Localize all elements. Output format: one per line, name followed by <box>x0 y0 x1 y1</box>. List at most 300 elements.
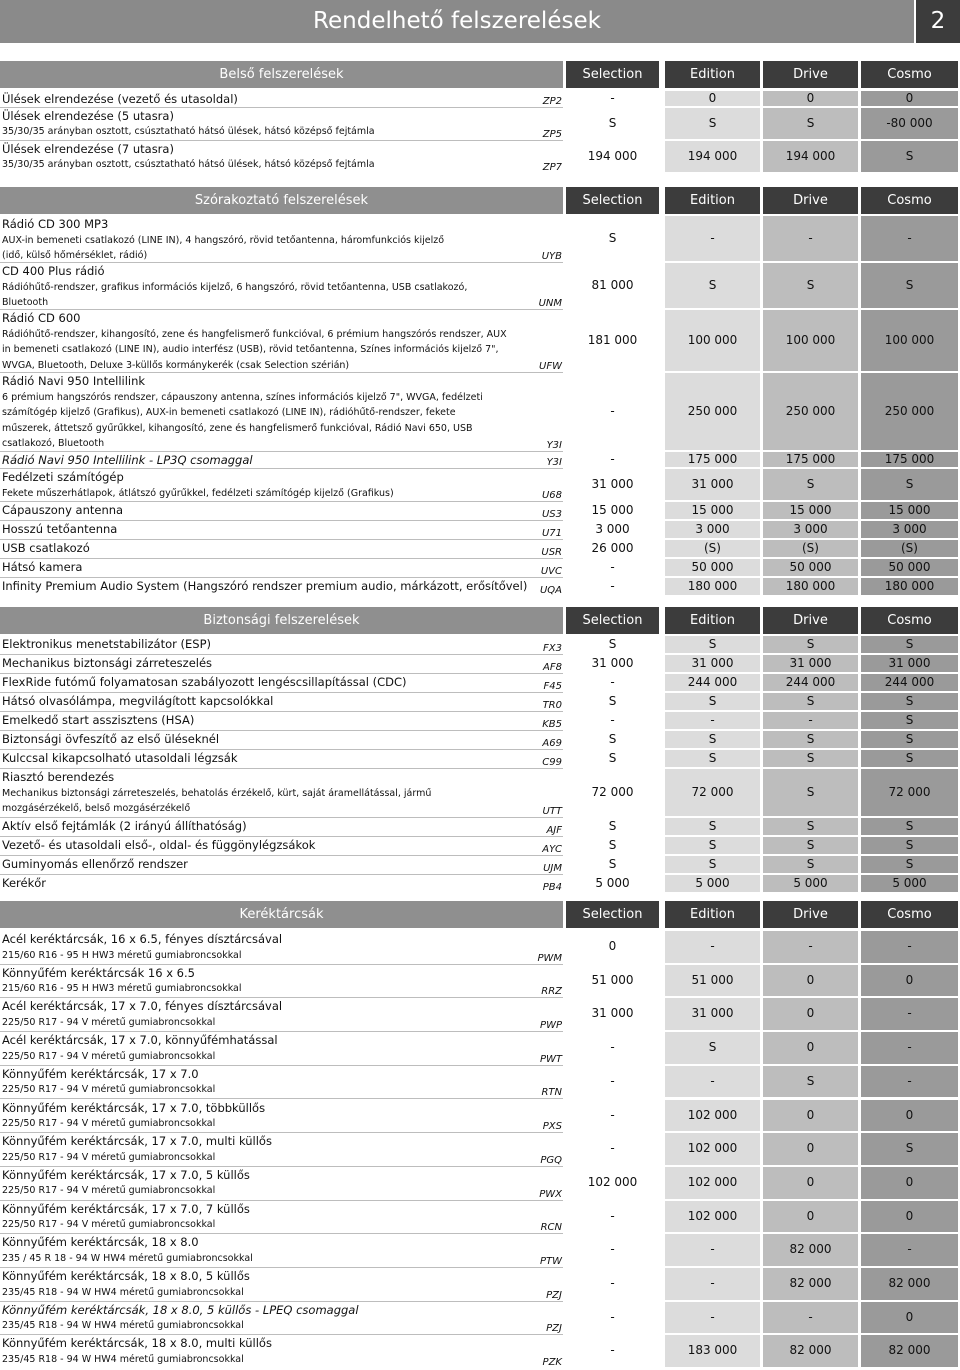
option-code: PZK <box>542 1357 562 1369</box>
price-edition: 15 000 <box>665 502 760 519</box>
price-cosmo: - <box>861 1032 958 1064</box>
option-description: Rádióhűtő-rendszer, kihangosító, zene és hangfelismerő funkcióval, 6 prémium hangszórós rendszer, AUX <box>2 328 507 340</box>
option-name: Hátsó kamera <box>2 560 83 574</box>
option-description: 235/45 R18 - 94 W HW4 méretű gumiabroncsokkal <box>2 1286 244 1298</box>
price-selection: 3 000 <box>566 521 659 538</box>
option-code: RRZ <box>541 986 562 998</box>
price-drive: 250 000 <box>763 373 858 450</box>
option-row <box>0 693 960 712</box>
option-description: 35/30/35 arányban osztott, csúsztatható hátsó ülések, hátsó középső fejtámla <box>2 159 375 170</box>
price-drive: S <box>763 693 858 710</box>
option-row <box>0 540 960 559</box>
price-selection: - <box>566 452 659 467</box>
price-selection: S <box>566 856 659 873</box>
price-cosmo: 31 000 <box>861 655 958 672</box>
option-name: Könnyűfém keréktárcsák, 18 x 8.0 <box>2 1235 199 1250</box>
option-description: 35/30/35 arányban osztott, csúsztatható hátsó ülések, hátsó középső fejtámla <box>2 126 375 137</box>
trim-header-drive: Drive <box>763 607 858 634</box>
price-drive: 3 000 <box>763 521 858 538</box>
option-description: 225/50 R17 - 94 V méretű gumiabroncsokkal <box>2 1118 216 1129</box>
price-selection: - <box>566 91 659 106</box>
price-cosmo: S <box>861 141 958 172</box>
option-label <box>2 263 530 311</box>
option-label <box>2 108 530 140</box>
option-name: Rádió Navi 950 Intellilink - LP3Q csomaggal <box>2 453 253 467</box>
trim-header-drive: Drive <box>763 61 858 88</box>
option-label <box>2 502 530 519</box>
option-label <box>2 1234 530 1266</box>
price-drive: 0 <box>763 1100 858 1132</box>
option-code: AYC <box>542 844 562 855</box>
section-header <box>0 901 960 928</box>
section-title: Szórakoztató felszerelések <box>0 187 563 214</box>
price-edition: 102 000 <box>665 1201 760 1233</box>
price-selection: 0 <box>566 931 659 963</box>
price-selection: S <box>566 750 659 767</box>
option-code: PWX <box>539 1188 562 1200</box>
title-bar <box>0 0 914 43</box>
option-name: Riasztó berendezés <box>2 770 115 784</box>
option-code: U71 <box>541 528 562 539</box>
option-code: UQA <box>539 585 562 596</box>
option-description: mozgásérzékelő, belső mozgásérzékelő <box>2 803 191 814</box>
price-edition: 194 000 <box>665 141 760 172</box>
price-selection: S <box>566 216 659 261</box>
price-selection: 5 000 <box>566 875 659 892</box>
option-label <box>2 373 530 452</box>
option-code: USR <box>541 547 562 558</box>
option-code: PWP <box>540 1020 562 1032</box>
option-code: C99 <box>542 757 562 768</box>
option-description: 215/60 R16 - 95 H HW3 méretű gumiabroncsokkal <box>2 949 242 961</box>
option-name: Ülések elrendezése (5 utasra) <box>2 108 174 123</box>
option-label <box>2 636 530 653</box>
price-edition: - <box>665 931 760 963</box>
price-selection: - <box>566 1133 659 1165</box>
price-drive: 15 000 <box>763 502 858 519</box>
option-row <box>0 1335 960 1369</box>
price-edition: 31 000 <box>665 469 760 500</box>
price-cosmo: S <box>861 469 958 500</box>
price-drive: 0 <box>763 965 858 997</box>
option-name: Könnyűfém keréktárcsák, 18 x 8.0, multi küllős <box>2 1336 272 1351</box>
section-header <box>0 61 960 88</box>
option-row <box>0 674 960 693</box>
price-selection: S <box>566 731 659 748</box>
price-drive: 0 <box>763 998 858 1030</box>
option-label <box>2 1100 530 1132</box>
option-description: Fekete műszerhátlapok, átlátszó gyűrűkkel, fedélzeti számítógép kijelző (Grafikus) <box>2 487 394 499</box>
option-code: UNM <box>538 298 562 309</box>
price-edition: S <box>665 818 760 835</box>
option-code: PZJ <box>546 1289 562 1301</box>
price-drive: - <box>763 931 858 963</box>
option-name: Acél keréktárcsák, 16 x 6.5, fényes dísztárcsával <box>2 932 283 946</box>
price-edition: S <box>665 636 760 653</box>
option-name: Biztonsági övfeszítő az első üléseknél <box>2 732 220 746</box>
price-edition: S <box>665 1032 760 1064</box>
option-row <box>0 818 960 837</box>
price-selection: 181 000 <box>566 310 659 371</box>
option-name: Aktív első fejtámlák (2 irányú állíthatóság) <box>2 819 247 833</box>
price-selection: - <box>566 712 659 729</box>
price-cosmo: 180 000 <box>861 578 958 595</box>
option-name: Cápauszony antenna <box>2 503 124 517</box>
price-selection: - <box>566 1268 659 1300</box>
option-name: Fedélzeti számítógép <box>2 470 124 484</box>
option-label <box>2 750 530 767</box>
price-selection: S <box>566 108 659 139</box>
trim-header-edition: Edition <box>665 61 760 88</box>
option-row <box>0 521 960 540</box>
option-description: 235/45 R18 - 94 W HW4 méretű gumiabroncsokkal <box>2 1320 244 1332</box>
option-description: AUX-in bemeneti csatlakozó (LINE IN), 4 hangszóró, rövid tetőantenna, háromfunkciós kijelző <box>2 234 445 246</box>
price-drive: 0 <box>763 1201 858 1233</box>
option-code: PWM <box>537 952 562 964</box>
option-row <box>0 875 960 894</box>
price-selection: - <box>566 674 659 691</box>
trim-header-selection: Selection <box>566 901 659 928</box>
trim-header-cosmo: Cosmo <box>861 61 958 88</box>
option-label <box>2 674 530 691</box>
option-description: 225/50 R17 - 94 V méretű gumiabroncsokkal <box>2 1016 216 1028</box>
option-row <box>0 1201 960 1235</box>
price-drive: 175 000 <box>763 452 858 467</box>
price-drive: - <box>763 712 858 729</box>
option-name: FlexRide futómű folyamatosan szabályozott lengéscsillapítással (CDC) <box>2 675 407 689</box>
price-selection: - <box>566 559 659 576</box>
option-name: Könnyűfém keréktárcsák, 18 x 8.0, 5 küllős <box>2 1269 250 1283</box>
option-row <box>0 1032 960 1066</box>
option-row <box>0 636 960 655</box>
option-label <box>2 769 530 817</box>
price-drive: S <box>763 731 858 748</box>
option-name: Elektronikus menetstabilizátor (ESP) <box>2 637 212 651</box>
option-code: US3 <box>541 509 562 520</box>
option-description: WVGA, Bluetooth, Deluxe 3-küllős kormánykerék (csak Selection szérián) <box>2 359 350 371</box>
price-selection: - <box>566 1201 659 1233</box>
price-drive: S <box>763 636 858 653</box>
option-label <box>2 559 530 576</box>
option-code: U68 <box>541 490 562 501</box>
price-selection: - <box>566 1066 659 1098</box>
option-name: Könnyűfém keréktárcsák, 17 x 7.0 <box>2 1066 199 1081</box>
price-drive: S <box>763 108 858 139</box>
option-code: PTW <box>539 1255 562 1267</box>
price-drive: 194 000 <box>763 141 858 172</box>
option-name: Ülések elrendezése (vezető és utasoldal) <box>2 92 238 106</box>
option-name: Rádió Navi 950 Intellilink <box>2 374 146 388</box>
price-drive: S <box>763 750 858 767</box>
option-description: számítógép kijelző (Grafikus), AUX-in bemeneti csatlakozó (LINE IN), rádióhűtő-rendszer, fekete <box>2 407 456 418</box>
option-row <box>0 1234 960 1268</box>
option-description: Rádióhűtő-rendszer, grafikus információs kijelző, 6 hangszóró, rövid tetőantenna, USB csatlakozó, <box>2 281 468 293</box>
option-row <box>0 91 960 108</box>
option-label <box>2 1032 530 1064</box>
price-edition: 100 000 <box>665 310 760 371</box>
option-name: Kulccsal kikapcsolható utasoldali légzsák <box>2 751 238 765</box>
option-code: ZP2 <box>542 95 562 107</box>
option-label <box>2 856 530 873</box>
price-selection: 81 000 <box>566 263 659 308</box>
price-cosmo: - <box>861 1066 958 1098</box>
price-cosmo: - <box>861 1234 958 1266</box>
price-cosmo: 72 000 <box>861 769 958 816</box>
option-row <box>0 856 960 875</box>
option-name: Hátsó olvasólámpa, megvilágított kapcsolókkal <box>2 694 274 708</box>
option-row <box>0 931 960 965</box>
price-edition: S <box>665 693 760 710</box>
price-cosmo: 0 <box>861 965 958 997</box>
option-label <box>2 712 530 729</box>
price-selection: S <box>566 693 659 710</box>
option-row <box>0 750 960 769</box>
price-edition: - <box>665 1234 760 1266</box>
option-name: Kerékőr <box>2 876 47 890</box>
price-selection: - <box>566 578 659 595</box>
price-drive: - <box>763 216 858 261</box>
option-name: Könnyűfém keréktárcsák, 17 x 7.0, multi küllős <box>2 1134 272 1149</box>
option-label <box>2 1302 530 1334</box>
price-drive: 82 000 <box>763 1234 858 1266</box>
price-selection: S <box>566 837 659 854</box>
option-description: 225/50 R17 - 94 V méretű gumiabroncsokkal <box>2 1219 216 1231</box>
price-selection: 31 000 <box>566 655 659 672</box>
option-label <box>2 1268 530 1300</box>
option-label <box>2 1167 530 1199</box>
price-selection: 26 000 <box>566 540 659 557</box>
price-selection: 15 000 <box>566 502 659 519</box>
option-label <box>2 837 530 854</box>
price-edition: S <box>665 856 760 873</box>
price-drive: 0 <box>763 1167 858 1199</box>
option-code: Y3I <box>546 457 562 468</box>
option-code: TR0 <box>542 700 562 711</box>
price-cosmo: - <box>861 216 958 261</box>
price-cosmo: S <box>861 856 958 873</box>
price-selection: 31 000 <box>566 469 659 500</box>
price-edition: S <box>665 750 760 767</box>
option-row <box>0 1302 960 1336</box>
price-cosmo: S <box>861 750 958 767</box>
price-cosmo: 5 000 <box>861 875 958 892</box>
option-label <box>2 931 530 963</box>
option-row <box>0 578 960 597</box>
option-name: Acél keréktárcsák, 17 x 7.0, fényes dísztárcsával <box>2 999 283 1014</box>
price-drive: S <box>763 837 858 854</box>
option-row <box>0 469 960 502</box>
option-description: 6 prémium hangszórós rendszer, cápauszony antenna, színes információs kijelző 7", WVGA, fedélzeti <box>2 391 483 403</box>
option-name: Mechanikus biztonsági zárreteszelés <box>2 656 213 670</box>
option-description: 215/60 R16 - 95 H HW3 méretű gumiabroncsokkal <box>2 983 242 995</box>
price-edition: 102 000 <box>665 1167 760 1199</box>
option-code: PXS <box>542 1121 562 1133</box>
option-row <box>0 216 960 263</box>
option-code: PWT <box>539 1053 562 1065</box>
trim-header-drive: Drive <box>763 187 858 214</box>
page-number: 2 <box>916 0 960 43</box>
option-description: műszerek, áttetsző gyűrűkkel, kihangosító, zene és hangfelismerő funkcióval, Rádió Navi 650, USB <box>2 422 473 434</box>
option-label <box>2 91 530 108</box>
option-name: Rádió CD 600 <box>2 311 81 325</box>
option-row <box>0 373 960 452</box>
option-label <box>2 540 530 557</box>
option-code: RCN <box>540 1222 562 1234</box>
option-code: Y3I <box>546 440 562 451</box>
option-name: Könnyűfém keréktárcsák, 17 x 7.0, többküllős <box>2 1100 266 1115</box>
price-drive: 180 000 <box>763 578 858 595</box>
price-edition: 31 000 <box>665 998 760 1030</box>
price-edition: 3 000 <box>665 521 760 538</box>
section-title: Keréktárcsák <box>0 901 563 928</box>
price-edition: S <box>665 837 760 854</box>
trim-header-cosmo: Cosmo <box>861 607 958 634</box>
option-code: PB4 <box>542 882 562 893</box>
price-edition: - <box>665 1066 760 1098</box>
option-label <box>2 1201 530 1233</box>
price-cosmo: S <box>861 263 958 308</box>
option-row <box>0 998 960 1032</box>
price-cosmo: 0 <box>861 1167 958 1199</box>
price-edition: 5 000 <box>665 875 760 892</box>
option-code: ZP7 <box>542 161 562 173</box>
price-drive: 50 000 <box>763 559 858 576</box>
option-row <box>0 310 960 373</box>
price-selection: 194 000 <box>566 141 659 172</box>
option-row <box>0 1268 960 1302</box>
trim-header-cosmo: Cosmo <box>861 187 958 214</box>
price-edition: 31 000 <box>665 655 760 672</box>
option-label <box>2 693 530 710</box>
option-row <box>0 452 960 469</box>
option-code: KB5 <box>542 719 562 730</box>
option-label <box>2 469 530 501</box>
option-code: F45 <box>543 681 562 692</box>
price-selection: S <box>566 818 659 835</box>
option-code: AJF <box>546 825 562 836</box>
option-label <box>2 452 530 469</box>
price-drive: S <box>763 1066 858 1098</box>
price-drive: S <box>763 769 858 816</box>
price-drive: 244 000 <box>763 674 858 691</box>
trim-header-cosmo: Cosmo <box>861 901 958 928</box>
price-cosmo: 82 000 <box>861 1335 958 1367</box>
price-selection: - <box>566 1302 659 1334</box>
option-label <box>2 141 530 173</box>
option-label <box>2 875 530 892</box>
option-label <box>2 731 530 748</box>
price-cosmo: - <box>861 931 958 963</box>
price-edition: S <box>665 731 760 748</box>
option-label <box>2 521 530 538</box>
price-cosmo: 50 000 <box>861 559 958 576</box>
trim-header-selection: Selection <box>566 607 659 634</box>
option-row <box>0 1167 960 1201</box>
price-edition: 72 000 <box>665 769 760 816</box>
price-drive: 82 000 <box>763 1335 858 1367</box>
option-label <box>2 1066 530 1098</box>
price-edition: 0 <box>665 91 760 106</box>
price-edition: 102 000 <box>665 1133 760 1165</box>
price-edition: - <box>665 712 760 729</box>
option-description: Mechanikus biztonsági zárreteszelés, behatolás érzékelő, kürt, saját áramellátással, jármű <box>2 787 432 799</box>
option-row <box>0 559 960 578</box>
price-selection: S <box>566 636 659 653</box>
price-selection: - <box>566 1234 659 1266</box>
page-title: Rendelhető felszerelések <box>313 8 601 34</box>
price-edition: - <box>665 1268 760 1300</box>
price-edition: (S) <box>665 540 760 557</box>
price-cosmo: 0 <box>861 1201 958 1233</box>
price-cosmo: 0 <box>861 91 958 106</box>
price-cosmo: 0 <box>861 1100 958 1132</box>
option-row <box>0 837 960 856</box>
option-label <box>2 818 530 835</box>
price-edition: - <box>665 1302 760 1334</box>
option-code: FX3 <box>543 643 562 654</box>
price-cosmo: S <box>861 636 958 653</box>
option-name: Könnyűfém keréktárcsák 16 x 6.5 <box>2 965 195 980</box>
option-row <box>0 1133 960 1167</box>
option-name: Hosszú tetőantenna <box>2 522 118 536</box>
option-name: Acél keréktárcsák, 17 x 7.0, könnyűfémhatással <box>2 1033 278 1048</box>
trim-header-selection: Selection <box>566 61 659 88</box>
price-cosmo: 100 000 <box>861 310 958 371</box>
option-row <box>0 1066 960 1100</box>
option-code: UYB <box>541 251 562 262</box>
option-description: csatlakozó, Bluetooth <box>2 438 105 449</box>
price-cosmo: S <box>861 1133 958 1165</box>
price-cosmo: S <box>861 837 958 854</box>
option-label <box>2 216 530 264</box>
option-code: PZJ <box>546 1323 562 1335</box>
option-name: Infinity Premium Audio System (Hangszóró rendszer premium audio, márkázott, erősítővel) <box>2 579 528 593</box>
price-cosmo: (S) <box>861 540 958 557</box>
price-selection: 51 000 <box>566 965 659 997</box>
price-edition: 250 000 <box>665 373 760 450</box>
option-name: Könnyűfém keréktárcsák, 18 x 8.0, 5 küllős - LPEQ csomaggal <box>2 1302 359 1317</box>
price-selection: 31 000 <box>566 998 659 1030</box>
price-drive: 0 <box>763 91 858 106</box>
price-cosmo: -80 000 <box>861 108 958 139</box>
price-drive: - <box>763 1302 858 1334</box>
option-code: UVC <box>540 566 562 577</box>
option-label <box>2 655 530 672</box>
option-code: UTT <box>542 806 562 817</box>
option-row <box>0 712 960 731</box>
section-header <box>0 187 960 214</box>
price-cosmo: S <box>861 731 958 748</box>
price-drive: 31 000 <box>763 655 858 672</box>
price-drive: S <box>763 469 858 500</box>
price-cosmo: 3 000 <box>861 521 958 538</box>
option-description: (idő, külső hőmérséklet, rádió) <box>2 250 148 261</box>
price-selection: - <box>566 1032 659 1064</box>
price-cosmo: 250 000 <box>861 373 958 450</box>
option-code: ZP5 <box>542 128 562 140</box>
option-name: Guminyomás ellenőrző rendszer <box>2 857 188 871</box>
price-cosmo: 0 <box>861 1302 958 1334</box>
price-drive: S <box>763 818 858 835</box>
section-title: Belső felszerelések <box>0 61 563 88</box>
price-drive: S <box>763 263 858 308</box>
option-name: CD 400 Plus rádió <box>2 264 105 278</box>
option-code: UJM <box>543 863 562 874</box>
price-edition: 244 000 <box>665 674 760 691</box>
trim-header-edition: Edition <box>665 187 760 214</box>
option-label <box>2 1335 530 1367</box>
option-row <box>0 108 960 141</box>
